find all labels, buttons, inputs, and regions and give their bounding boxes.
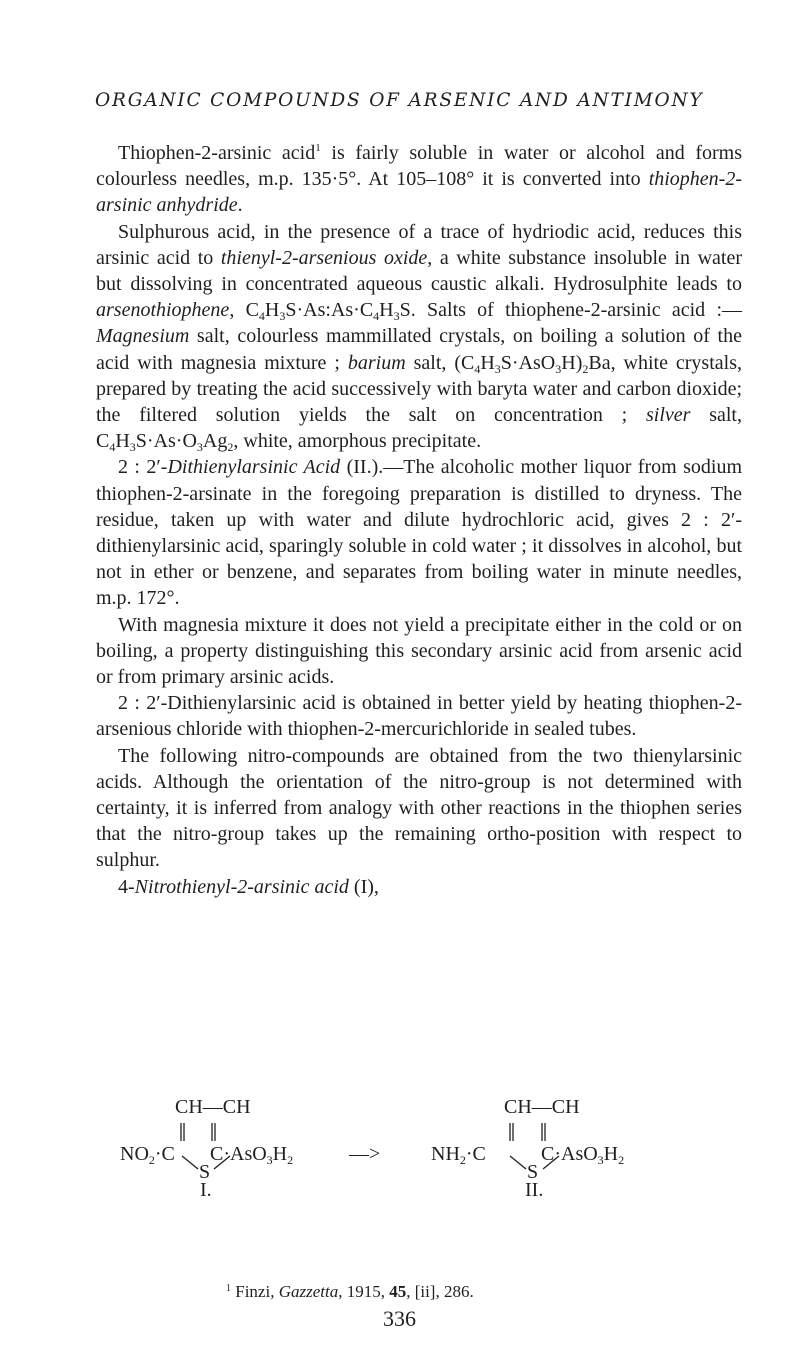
compound-label-i: I. <box>200 1179 212 1201</box>
amino-substituent: $NH_2\cdot C$ <box>431 1143 486 1167</box>
sulfur-right: S <box>527 1161 539 1183</box>
page-number: 336 <box>383 1306 416 1331</box>
nitro-substituent: $NO_2\cdot C$ <box>120 1143 175 1167</box>
paragraph-nitrothienyl-heading: 4-Nitrothienyl-2-arsinic acid (I), <box>118 875 379 898</box>
body-text <box>96 140 742 900</box>
paragraph-better-yield: 2 : 2′-Dithienylarsinic acid is obtained in better yield by heating thiophen-2-arsenious chloride with thiophen-2-mercurichloride in sealed tubes. <box>96 692 742 741</box>
running-head: ORGANIC COMPOUNDS OF ARSENIC AND ANTIMONY <box>95 90 704 111</box>
paragraph-magnesia-mixture: With magnesia mixture it does not yield a precipitate either in the cold or on boiling, a property distinguishing this secondary arsinic acid from arsenic acid or from primary arsinic acids. <box>96 613 742 689</box>
paragraph-nitro-compounds: The following nitro-compounds are obtained from the two thienylarsinic acids. Although the orientation of the nitro-group is not determined with certainty, it is inferred from analogy with other reactions in the thiophen series that the nitro-group takes up the remaining ortho-position with respect to sulphur. <box>96 744 742 872</box>
ring-top-right: CH—CH <box>504 1096 580 1118</box>
paragraph-dithienylarsinic-acid: 2 : 2′-Dithienylarsinic Acid (II.).—The alcoholic mother liquor from sodium thiophen-2-arsinate in the foregoing preparation is distilled to dryness. The residue, taken up with water and dilute hydrochloric acid, gives 2 : 2′-dithienylarsinic acid, sparingly soluble in cold water ; it dissolves in alcohol, but not in ether or benzene, and separates from boiling water in minute needles, m.p. 172°. <box>96 456 742 610</box>
compound-label-ii: II. <box>525 1179 544 1201</box>
paragraph-salts: Sulphurous acid, in the presence of a trace of hydriodic acid, reduces this arsinic acid to thienyl-2-arsenious oxide, a white substance insoluble in water but dissolving in concentrated aqueous caustic alkali. Hydrosulphite leads to arsenothiophene, $C_4H_3S\cdot As:As\cdot C_4H_3S$. Salts of thiophene-2-arsinic acid :—Magnesium salt, colourless mammillated crystals, on boiling a solution of the acid with magnesia mixture ; barium salt, $(C_4H_3S\cdot AsO_3H)_2Ba$, white crystals, prepared by treating the acid successively with baryta water and carbon dioxide; the filtered solution yields the salt on concentration ; silver salt, $C_4H_3S\cdot As\cdot O_3Ag_2$, white, amorphous precipitate. <box>96 220 742 455</box>
footnote-marker: 1 <box>315 142 321 154</box>
sulfur-left: S <box>199 1161 211 1183</box>
ring-top-left: CH—CH <box>175 1096 251 1118</box>
arsonic-group-left: $C\cdot AsO_3H_2$ <box>210 1143 294 1167</box>
reaction-scheme <box>120 1093 640 1201</box>
arsonic-group-right: $C\cdot AsO_3H_2$ <box>541 1143 625 1167</box>
paragraph-thiophen-arsinic-acid: Thiophen-2-arsinic acid$^1$ is fairly soluble in water or alcohol and forms colourless needles, m.p. 135·5°. At 105–108° it is converted into thiophen-2-arsinic anhydride. <box>96 142 743 217</box>
reaction-arrow: —> <box>349 1143 381 1165</box>
footnote: $^1$ Finzi, Gazzetta, 1915, 45, [ii], 286. <box>226 1282 474 1301</box>
